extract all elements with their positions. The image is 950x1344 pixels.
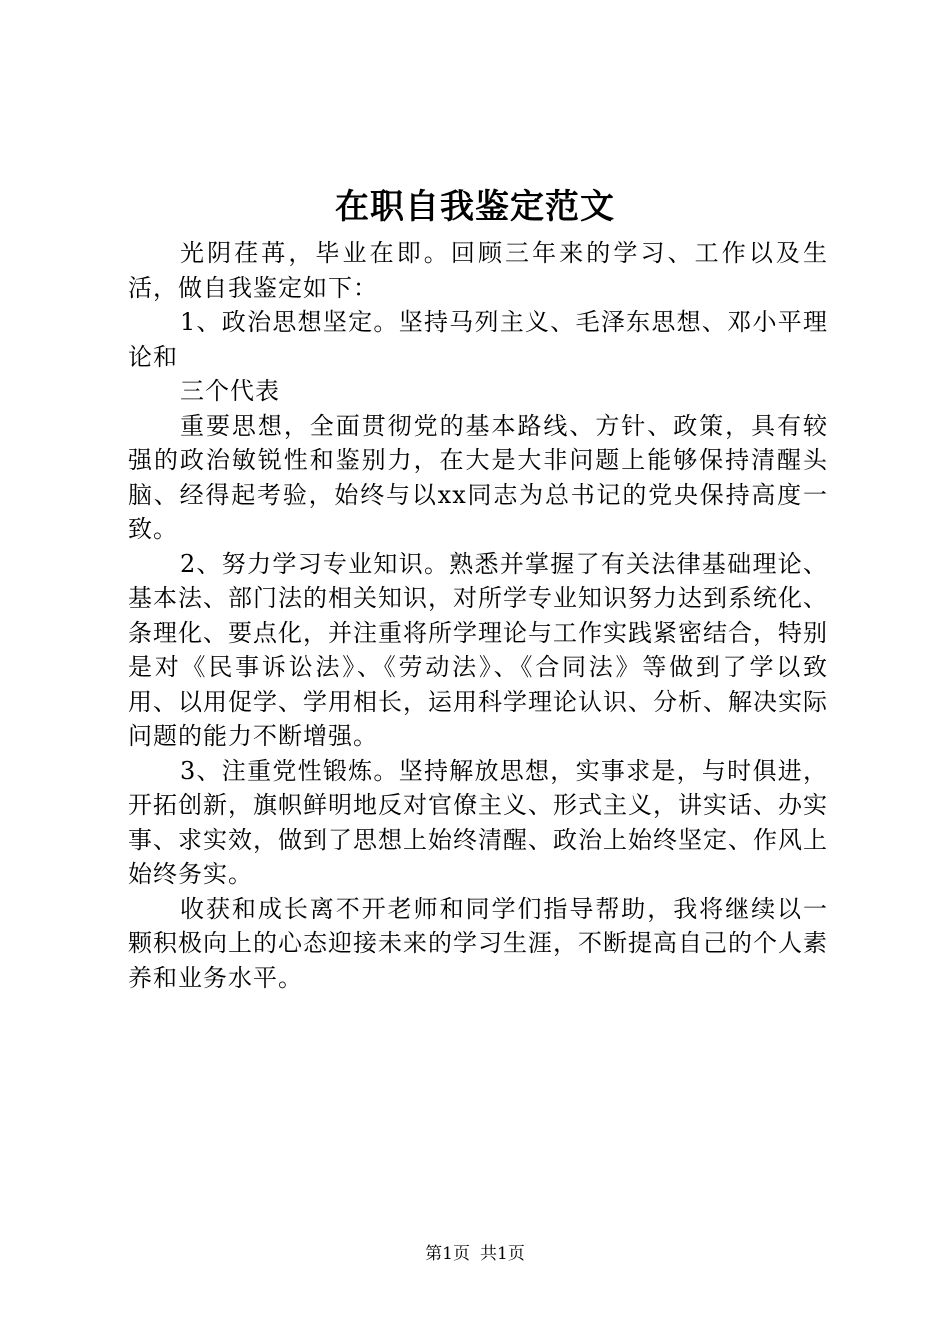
page-footer [0,1242,950,1266]
paragraph-point-1-detail: 重要思想，全面贯彻党的基本路线、方针、政策，具有较强的政治敏锐性和鉴别力，在大是大非问题上能够保持清醒头脑、经得起考验，始终与以xx同志为总书记的党央保持高度一致。 [128,411,828,543]
document-body [128,236,828,995]
paragraph-three-represents: 三个代表 [180,377,280,405]
paragraph-conclusion: 收获和成长离不开老师和同学们指导帮助，我将继续以一颗积极向上的心态迎接未来的学习生涯，不断提高自己的个人素养和业务水平。 [128,894,828,992]
document-title: 在职自我鉴定范文 [335,187,615,227]
paragraph-intro: 光阴荏苒，毕业在即。回顾三年来的学习、工作以及生活，做自我鉴定如下： [128,239,828,302]
paragraph-point-3: 3、注重党性锻炼。坚持解放思想，实事求是，与时俱进，开拓创新，旗帜鲜明地反对官僚主义、形式主义，讲实话、办实事、求实效，做到了思想上始终清醒、政治上始终坚定、作风上始终务实。 [128,756,828,888]
paragraph-point-1: 1、政治思想坚定。坚持马列主义、毛泽东思想、邓小平理论和 [128,308,828,371]
page-total: 共1页 [480,1244,525,1264]
paragraph-point-2: 2、努力学习专业知识。熟悉并掌握了有关法律基础理论、基本法、部门法的相关知识，对所学专业知识努力达到系统化、条理化、要点化，并注重将所学理论与工作实践紧密结合，特别是对《民事诉讼法》、《劳动法》、《合同法》等做到了学以致用、以用促学、学用相长，运用科学理论认识、分析、解决实际问题的能力不断增强。 [128,549,828,750]
page-number: 第1页 [425,1244,470,1264]
